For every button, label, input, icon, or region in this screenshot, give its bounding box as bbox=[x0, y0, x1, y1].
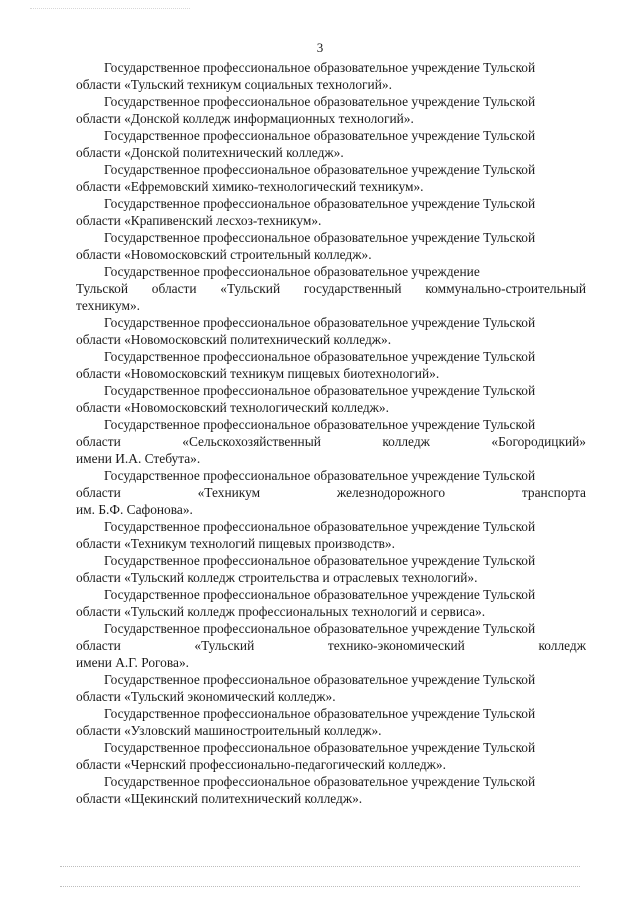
institution-entry bbox=[76, 671, 586, 705]
entry-line-first: Государственное профессиональное образовательное учреждение Тульской bbox=[104, 94, 536, 109]
entry-line-first: Государственное профессиональное образовательное учреждение bbox=[104, 264, 480, 279]
entry-line: Тульской области «Тульский государственный коммунально-строительный bbox=[76, 281, 586, 296]
institution-entry bbox=[76, 161, 586, 195]
institution-entry bbox=[76, 416, 586, 467]
entry-line: области «Донской колледж информационных технологий». bbox=[76, 111, 414, 126]
entry-line: области «Тульский колледж строительства и отраслевых технологий». bbox=[76, 570, 478, 585]
entry-line: им. Б.Ф. Сафонова». bbox=[76, 502, 193, 517]
entry-line: области «Ефремовский химико-технологический техникум». bbox=[76, 179, 424, 194]
entry-line: области «Сельскохозяйственный колледж «Богородицкий» bbox=[76, 434, 586, 449]
entry-line-first: Государственное профессиональное образовательное учреждение Тульской bbox=[104, 230, 536, 245]
institution-entry bbox=[76, 739, 586, 773]
entry-line-first: Государственное профессиональное образовательное учреждение Тульской bbox=[104, 162, 536, 177]
institution-entry bbox=[76, 263, 586, 314]
entry-line: области «Новомосковский строительный колледж». bbox=[76, 247, 372, 262]
institution-entry bbox=[76, 195, 586, 229]
entry-line: области «Узловский машиностроительный колледж». bbox=[76, 723, 382, 738]
entry-line: области «Новомосковский технологический колледж». bbox=[76, 400, 389, 415]
entry-line-first: Государственное профессиональное образовательное учреждение Тульской bbox=[104, 519, 536, 534]
institution-entry bbox=[76, 93, 586, 127]
entry-line: области «Крапивенский лесхоз-техникум». bbox=[76, 213, 322, 228]
institution-entry bbox=[76, 229, 586, 263]
entry-line: области «Донской политехнический колледж». bbox=[76, 145, 344, 160]
institution-entry bbox=[76, 773, 586, 807]
entry-line: области «Щекинский политехнический колледж». bbox=[76, 791, 363, 806]
entry-line-first: Государственное профессиональное образовательное учреждение Тульской bbox=[104, 774, 536, 789]
institution-entry bbox=[76, 620, 586, 671]
institution-entry bbox=[76, 59, 586, 93]
entry-line: имени И.А. Стебута». bbox=[76, 451, 201, 466]
entry-line: области «Тульский технико-экономический колледж bbox=[76, 638, 586, 653]
entry-line: области «Чернский профессионально-педагогический колледж». bbox=[76, 757, 446, 772]
entry-line: имени А.Г. Рогова». bbox=[76, 655, 190, 670]
entry-line-first: Государственное профессиональное образовательное учреждение Тульской bbox=[104, 60, 536, 75]
scan-artifact-top bbox=[30, 8, 190, 15]
institution-entry bbox=[76, 586, 586, 620]
entry-line-first: Государственное профессиональное образовательное учреждение Тульской bbox=[104, 587, 536, 602]
entry-line: области «Тульский техникум социальных технологий». bbox=[76, 77, 392, 92]
entry-line-first: Государственное профессиональное образовательное учреждение Тульской bbox=[104, 706, 536, 721]
entry-line: области «Новомосковский политехнический колледж». bbox=[76, 332, 392, 347]
institution-entry bbox=[76, 552, 586, 586]
scan-artifact-bottom-2 bbox=[60, 886, 580, 887]
institution-entry bbox=[76, 127, 586, 161]
entry-line-first: Государственное профессиональное образовательное учреждение Тульской bbox=[104, 383, 536, 398]
entry-line-first: Государственное профессиональное образовательное учреждение Тульской bbox=[104, 468, 536, 483]
entry-line-first: Государственное профессиональное образовательное учреждение Тульской bbox=[104, 672, 536, 687]
entry-line-first: Государственное профессиональное образовательное учреждение Тульской bbox=[104, 196, 536, 211]
entry-line-first: Государственное профессиональное образовательное учреждение Тульской bbox=[104, 553, 536, 568]
institution-entry bbox=[76, 348, 586, 382]
institution-entry bbox=[76, 314, 586, 348]
entry-line-first: Государственное профессиональное образовательное учреждение Тульской bbox=[104, 417, 536, 432]
entry-line-first: Государственное профессиональное образовательное учреждение Тульской bbox=[104, 315, 536, 330]
institution-entry bbox=[76, 382, 586, 416]
document-body bbox=[76, 59, 586, 807]
page-number: 3 bbox=[316, 40, 324, 55]
entry-line: области «Тульский экономический колледж». bbox=[76, 689, 336, 704]
entry-line-first: Государственное профессиональное образовательное учреждение Тульской bbox=[104, 621, 536, 636]
entry-line: области «Техникум технологий пищевых производств». bbox=[76, 536, 395, 551]
entry-line: области «Техникум железнодорожного транспорта bbox=[76, 485, 586, 500]
entry-line: области «Тульский колледж профессиональных технологий и сервиса». bbox=[76, 604, 486, 619]
institution-entry bbox=[76, 467, 586, 518]
entry-line-first: Государственное профессиональное образовательное учреждение Тульской bbox=[104, 128, 536, 143]
entry-line-first: Государственное профессиональное образовательное учреждение Тульской bbox=[104, 349, 536, 364]
entry-line: области «Новомосковский техникум пищевых биотехнологий». bbox=[76, 366, 440, 381]
institution-entry bbox=[76, 705, 586, 739]
entry-line-first: Государственное профессиональное образовательное учреждение Тульской bbox=[104, 740, 536, 755]
institution-entry bbox=[76, 518, 586, 552]
entry-line: техникум». bbox=[76, 298, 140, 313]
scan-artifact-bottom-1 bbox=[60, 866, 580, 867]
